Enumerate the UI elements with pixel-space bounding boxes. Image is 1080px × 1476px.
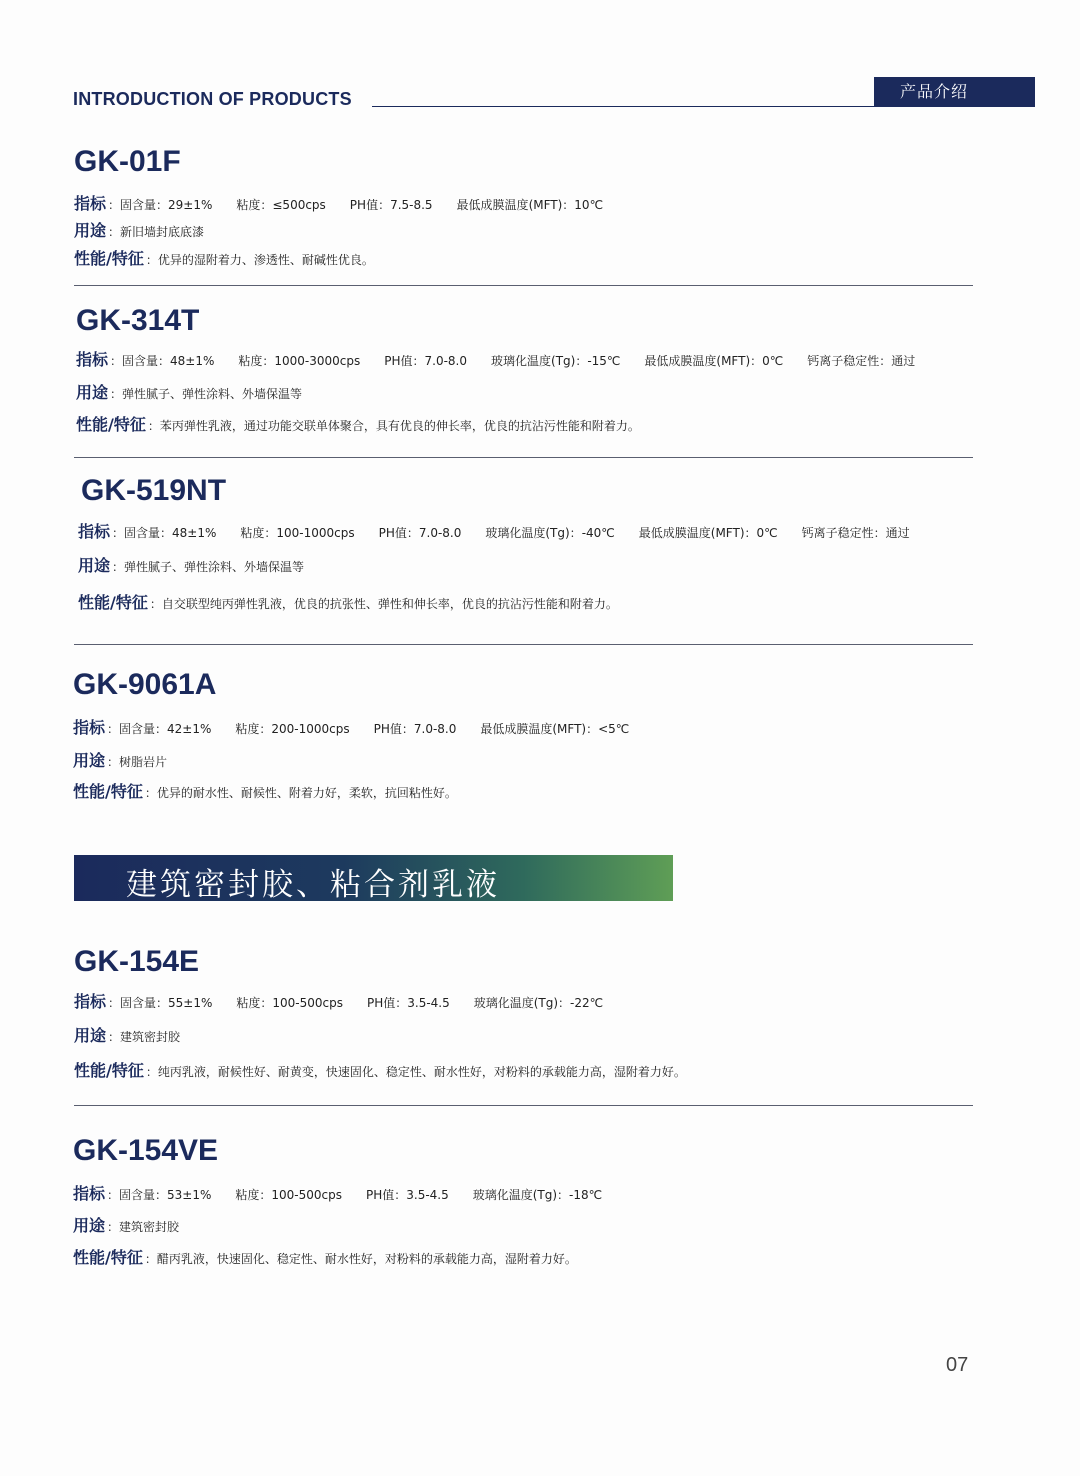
page-number: 07 <box>946 1354 969 1376</box>
spec-value: ：固含量：48±1% 粘度：100-1000cps PH值：7.0-8.0 玻璃化温度(Tg)：-40℃ 最低成膜温度(MFT)：0℃ 钙离子稳定性：通过 <box>112 526 910 540</box>
product-block <box>74 945 974 1080</box>
use-row <box>74 1027 180 1046</box>
feature-label: 性能/特征 <box>74 249 144 268</box>
feature-label: 性能/特征 <box>78 593 148 612</box>
header-title-en: INTRODUCTION OF PRODUCTS <box>73 89 352 109</box>
divider <box>74 1105 973 1106</box>
feature-value: ：纯丙乳液，耐候性好、耐黄变，快速固化、稳定性、耐水性好，对粉料的承载能力高，湿附着力好。 <box>145 1065 686 1079</box>
feature-label: 性能/特征 <box>74 1061 144 1080</box>
use-row <box>76 384 302 403</box>
spec-value: ：固含量：42±1% 粘度：200-1000cps PH值：7.0-8.0 最低成膜温度(MFT)：<5℃ <box>107 722 630 736</box>
use-value: ：建筑密封胶 <box>108 1030 181 1044</box>
feature-value: ：醋丙乳液，快速固化、稳定性、耐水性好，对粉料的承载能力高，湿附着力好。 <box>144 1252 577 1266</box>
feature-label: 性能/特征 <box>76 415 146 434</box>
use-row <box>73 752 167 771</box>
use-label: 用途 <box>73 751 106 770</box>
feature-row <box>74 1062 686 1081</box>
spec-label: 指标 <box>76 350 109 369</box>
product-name: GK-154E <box>74 945 200 978</box>
spec-label: 指标 <box>78 522 111 541</box>
product-block <box>73 668 973 801</box>
spec-value: ：固含量：55±1% 粘度：100-500cps PH值：3.5-4.5 玻璃化温度(Tg)：-22℃ <box>108 996 604 1010</box>
spec-value: ：固含量：29±1% 粘度：≤500cps PH值：7.5-8.5 最低成膜温度(MFT)：10℃ <box>108 198 604 212</box>
use-label: 用途 <box>74 221 107 240</box>
spec-label: 指标 <box>74 992 107 1011</box>
use-label: 用途 <box>76 383 109 402</box>
product-name: GK-9061A <box>73 668 217 701</box>
divider <box>74 457 973 458</box>
use-value: ：新旧墙封底底漆 <box>108 225 205 239</box>
section-title: 建筑密封胶、粘合剂乳液 <box>126 867 500 903</box>
feature-row <box>76 416 640 435</box>
spec-label: 指标 <box>73 718 106 737</box>
spec-row <box>73 719 629 738</box>
product-name: GK-01F <box>74 145 181 178</box>
feature-row <box>74 250 374 269</box>
feature-row <box>73 1249 577 1268</box>
use-value: ：树脂岩片 <box>107 755 168 769</box>
feature-label: 性能/特征 <box>73 782 143 801</box>
product-name: GK-519NT <box>81 474 227 507</box>
feature-value: ：苯丙弹性乳液，通过功能交联单体聚合，具有优良的伸长率，优良的抗沾污性能和附着力。 <box>147 419 640 433</box>
product-name: GK-314T <box>76 304 200 337</box>
product-block <box>73 1134 973 1267</box>
use-value: ：弹性腻子、弹性涂料、外墙保温等 <box>110 387 303 401</box>
spec-label: 指标 <box>74 194 107 213</box>
product-name: GK-154VE <box>73 1134 219 1167</box>
feature-value: ：自交联型纯丙弹性乳液，优良的抗张性、弹性和伸长率，优良的抗沾污性能和附着力。 <box>149 597 618 611</box>
feature-value: ：优异的耐水性、耐候性、附着力好，柔软，抗回粘性好。 <box>144 786 457 800</box>
spec-label: 指标 <box>73 1184 106 1203</box>
spec-row <box>78 523 910 542</box>
feature-value: ：优异的湿附着力、渗透性、耐碱性优良。 <box>145 253 374 267</box>
use-value: ：弹性腻子、弹性涂料、外墙保温等 <box>112 560 305 574</box>
spec-value: ：固含量：48±1% 粘度：1000-3000cps PH值：7.0-8.0 玻璃化温度(Tg)：-15℃ 最低成膜温度(MFT)：0℃ 钙离子稳定性：通过 <box>110 354 916 368</box>
use-label: 用途 <box>74 1026 107 1045</box>
use-label: 用途 <box>73 1216 106 1235</box>
spec-row <box>76 351 915 370</box>
product-block <box>74 145 974 268</box>
divider <box>74 644 973 645</box>
use-value: ：建筑密封胶 <box>107 1220 180 1234</box>
header-rule <box>372 106 877 107</box>
use-label: 用途 <box>78 556 111 575</box>
spec-row <box>73 1185 602 1204</box>
use-row <box>78 557 304 576</box>
spec-value: ：固含量：53±1% 粘度：100-500cps PH值：3.5-4.5 玻璃化温度(Tg)：-18℃ <box>107 1188 603 1202</box>
divider <box>74 285 973 286</box>
product-block <box>78 474 978 612</box>
spec-row <box>74 993 603 1012</box>
use-row <box>74 222 204 241</box>
feature-label: 性能/特征 <box>73 1248 143 1267</box>
use-row <box>73 1217 179 1236</box>
section-banner <box>74 855 673 901</box>
header-badge: 产品介绍 <box>874 77 1035 107</box>
spec-row <box>74 195 603 214</box>
feature-row <box>73 783 457 802</box>
product-block <box>76 304 976 434</box>
feature-row <box>78 594 618 613</box>
